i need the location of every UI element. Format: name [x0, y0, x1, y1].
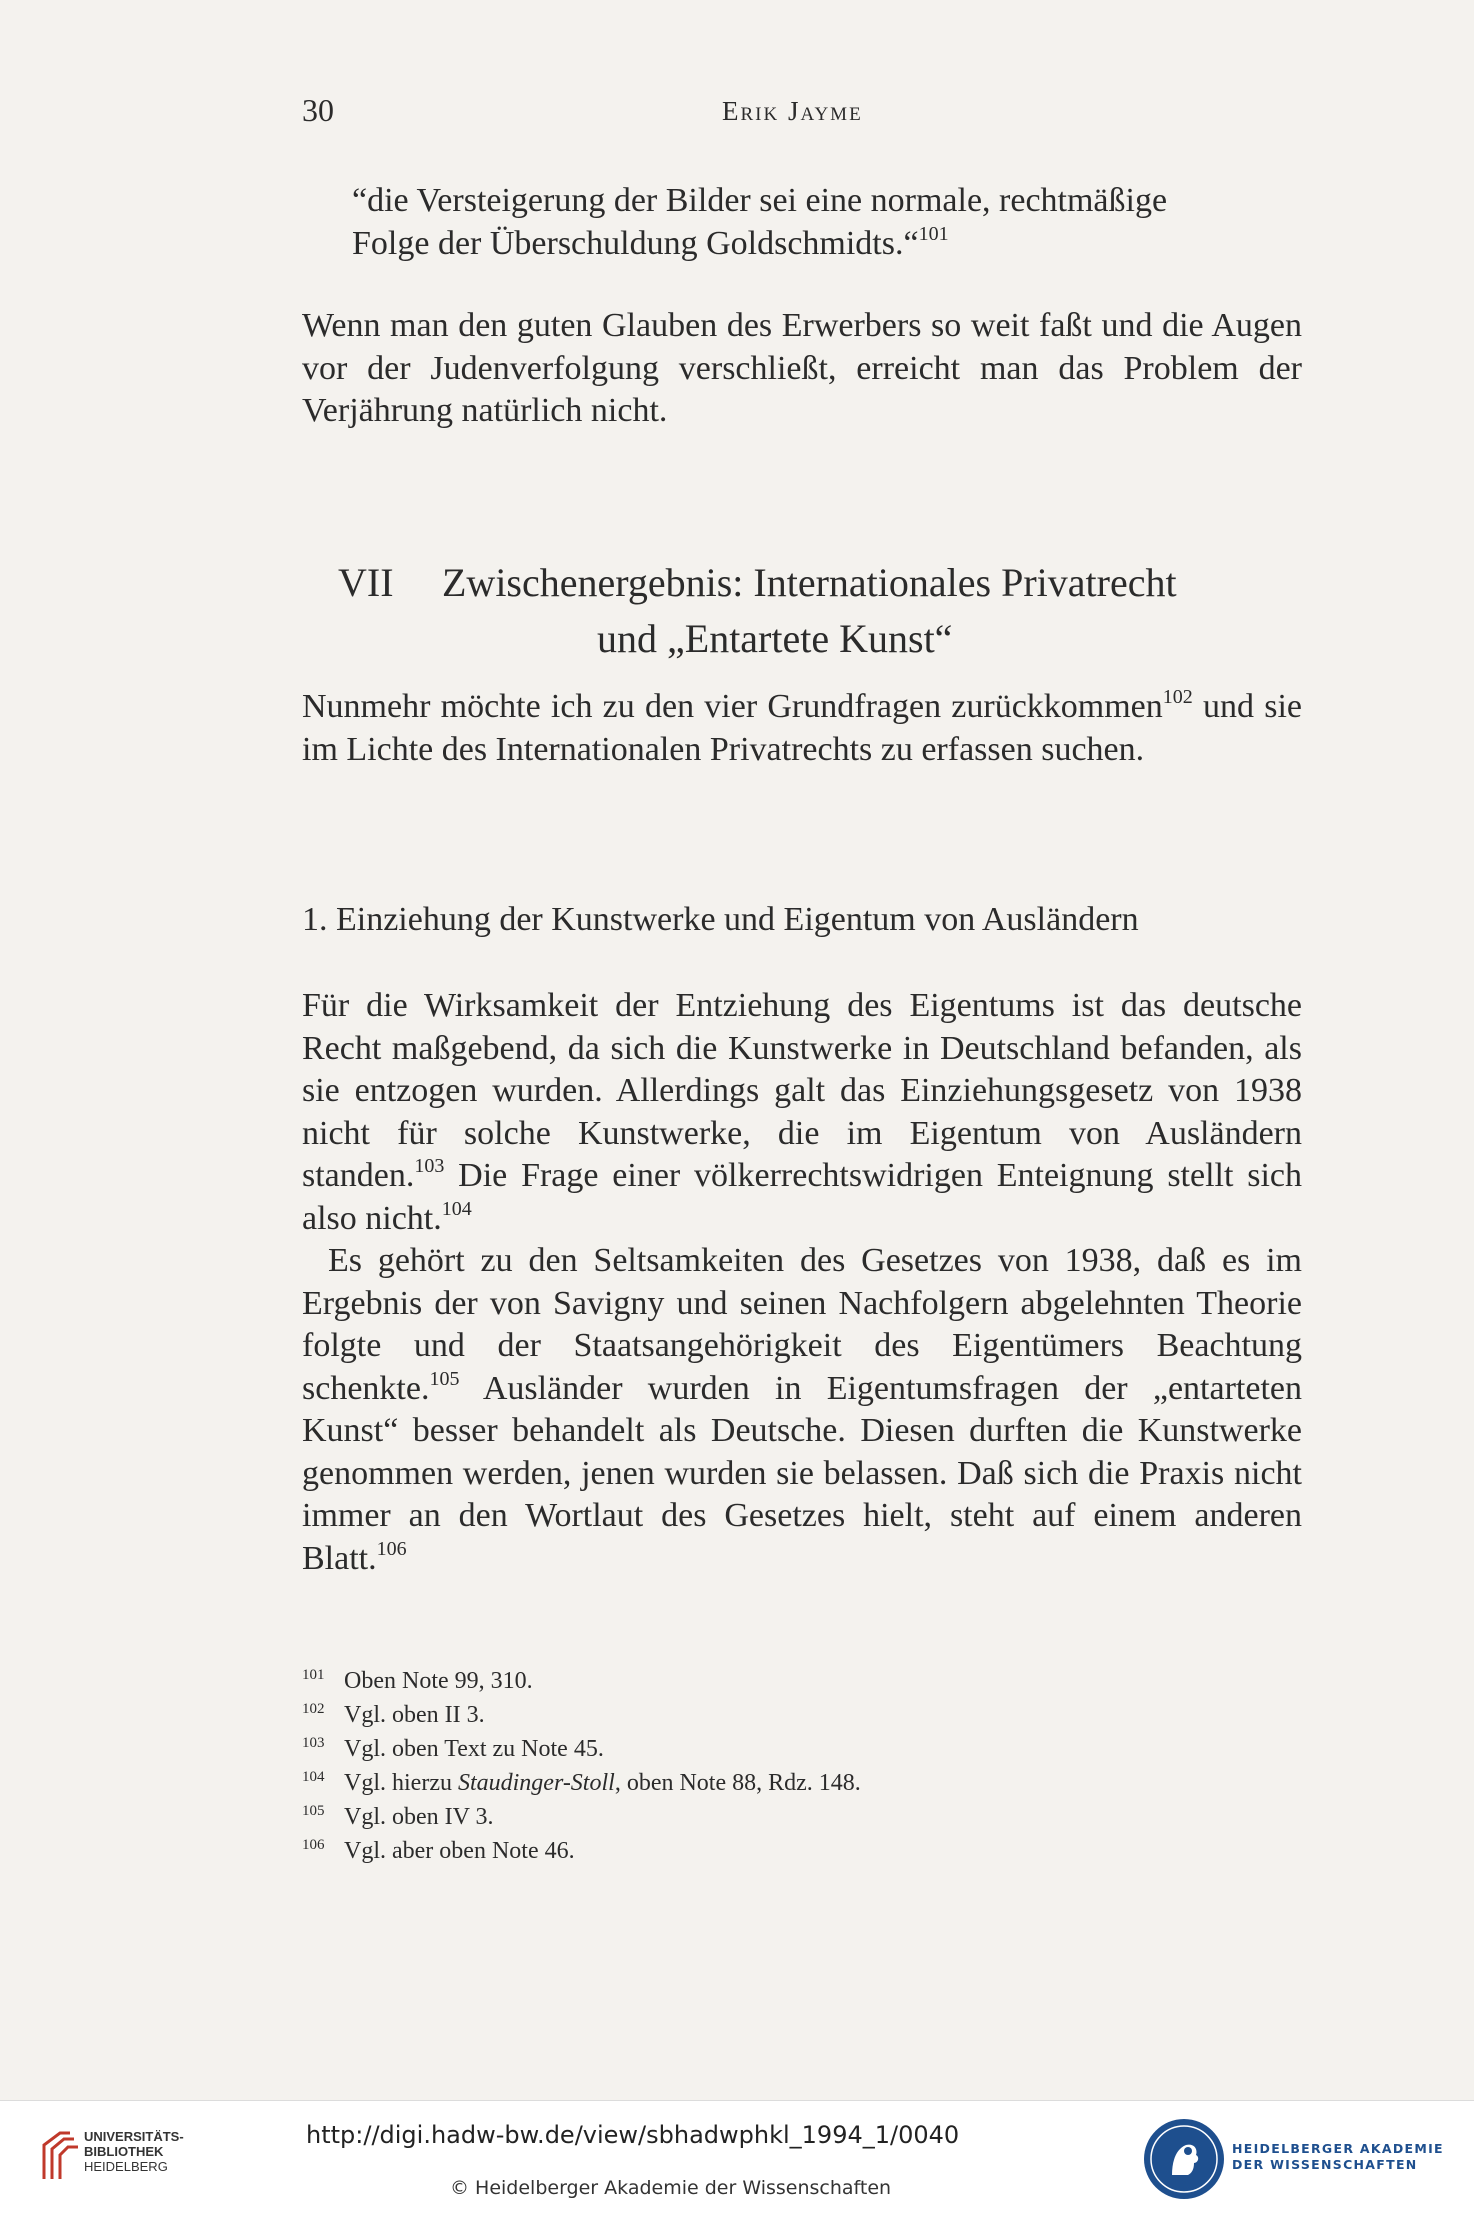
footnote-105 [302, 1800, 1302, 1834]
copyright-notice: © Heidelberger Akademie der Wissenschaften [450, 2177, 892, 2199]
footnote-text: Vgl. oben II 3. [344, 1702, 485, 1728]
academy-seal-icon [1142, 2117, 1226, 2201]
footnote-ref-102: 102 [1162, 686, 1193, 708]
footnote-ref-106: 106 [376, 1537, 407, 1560]
paragraph-2-part-b: und sie im Lichte des Internationalen Privatrechts zu erfassen suchen. [302, 688, 1302, 768]
footnote-text [344, 1766, 861, 1800]
paragraph-1-text: Wenn man den guten Glauben des Erwerbers so weit faßt und die Augen vor der Judenverfolgung verschließt, erreicht man das Problem der Verjährung natürlich nicht. [302, 307, 1302, 429]
footnote-number: 105 [302, 1803, 325, 1819]
footnote-102 [302, 1698, 1302, 1732]
academy-line-2: DER WISSENSCHAFTEN [1232, 2157, 1418, 2172]
footnote-ref-103: 103 [414, 1155, 445, 1177]
paragraph-3-text [302, 985, 1302, 1240]
footnote-number: 101 [302, 1667, 325, 1683]
footnotes [302, 1664, 1302, 1868]
footnote-104 [302, 1766, 1302, 1800]
paragraph-2 [302, 686, 1302, 771]
source-url-link[interactable]: http://digi.hadw-bw.de/view/sbhadwphkl_1994_1/0040 [306, 2121, 960, 2149]
footnote-106 [302, 1834, 1302, 1868]
footnote-number: 104 [302, 1769, 325, 1785]
footnote-text-post: , oben Note 88, Rdz. 148. [614, 1770, 861, 1796]
subsection-heading: 1. Einziehung der Kunstwerke und Eigentum von Ausländern [302, 901, 1139, 938]
running-head [302, 92, 1302, 136]
quote-line-2-text: Folge der Überschuldung Goldschmidts.“ [352, 224, 919, 262]
ub-line-1: UNIVERSITÄTS- [84, 2129, 184, 2144]
paragraph-3-part-b: Die Frage einer völkerrechtswidrigen Enteignung stellt sich also nicht. [302, 1157, 1302, 1237]
footnote-ref-101: 101 [918, 222, 949, 245]
footnote-number: 106 [302, 1837, 325, 1853]
quote-line-1: “die Versteigerung der Bilder sei eine normale, rechtmäßige [352, 182, 1168, 219]
footnote-number: 103 [302, 1735, 325, 1751]
paragraph-1 [302, 305, 1302, 433]
paragraph-2-text [302, 686, 1302, 771]
footer-bar [0, 2100, 1474, 2219]
footnote-text: Vgl. aber oben Note 46. [344, 1838, 575, 1864]
paragraph-4-part-b: Ausländer wurden in Eigentumsfragen der „entarteten Kunst“ besser behandelt als Deutsche. Diesen durften die Kunstwerke genommen werden, jenen wurden sie belassen. Daß sich die Praxis nicht immer an den Wortlaut des Gesetzes hielt, steht auf einem anderen Blatt. [302, 1369, 1302, 1577]
academy-name [1232, 2141, 1444, 2173]
running-title: Erik Jayme [722, 96, 863, 126]
footnote-101 [302, 1664, 1302, 1698]
ub-line-2: BIBLIOTHEK [84, 2144, 164, 2159]
footnote-text: Vgl. oben IV 3. [344, 1804, 494, 1830]
footnote-ref-104: 104 [441, 1197, 472, 1220]
footnote-text: Vgl. oben Text zu Note 45. [344, 1736, 604, 1762]
ub-line-3: HEIDELBERG [84, 2159, 168, 2174]
paragraph-4-part-a: Es gehört zu den Seltsamkeiten des Gesetzes von 1938, daß es im Ergebnis der von Savigny und seinen Nachfolgern abgelehnten Theorie folgte und der Staatsangehörigkeit des Eigentümers Beachtung schenkte. [302, 1242, 1302, 1407]
paragraph-3-part-a: Für die Wirksamkeit der Entziehung des Eigentums ist das deutsche Recht maßgebend, da sich die Kunstwerke in Deutschland befanden, als sie entzogen wurden. Allerdings galt das Einziehungsgesetz von 1938 nicht für solche Kunstwerke, die im Eigentum von Ausländern standen. [302, 987, 1302, 1194]
paragraph-3 [302, 985, 1302, 1580]
section-title-line-2: und „Entartete Kunst“ [597, 616, 953, 661]
university-library-name [84, 2129, 184, 2174]
paragraph-2-part-a: Nunmehr möchte ich zu den vier Grundfragen zurückkommen [302, 688, 1163, 725]
academy-line-1: HEIDELBERGER AKADEMIE [1232, 2141, 1444, 2156]
footnote-author: Staudinger-Stoll [457, 1770, 615, 1796]
footnote-103 [302, 1732, 1302, 1766]
quote-line-2 [352, 223, 1302, 266]
footnote-text-pre: Vgl. hierzu [344, 1770, 458, 1796]
section-title-line-1: Zwischenergebnis: Internationales Privatrecht [442, 560, 1177, 605]
footnote-text: Oben Note 99, 310. [344, 1668, 533, 1694]
page-number: 30 [302, 92, 334, 128]
block-quote [352, 180, 1302, 265]
section-number: VII [338, 560, 394, 605]
footnote-ref-105: 105 [429, 1367, 460, 1390]
footnote-number: 102 [302, 1701, 325, 1717]
paragraph-4-text [302, 1240, 1302, 1580]
